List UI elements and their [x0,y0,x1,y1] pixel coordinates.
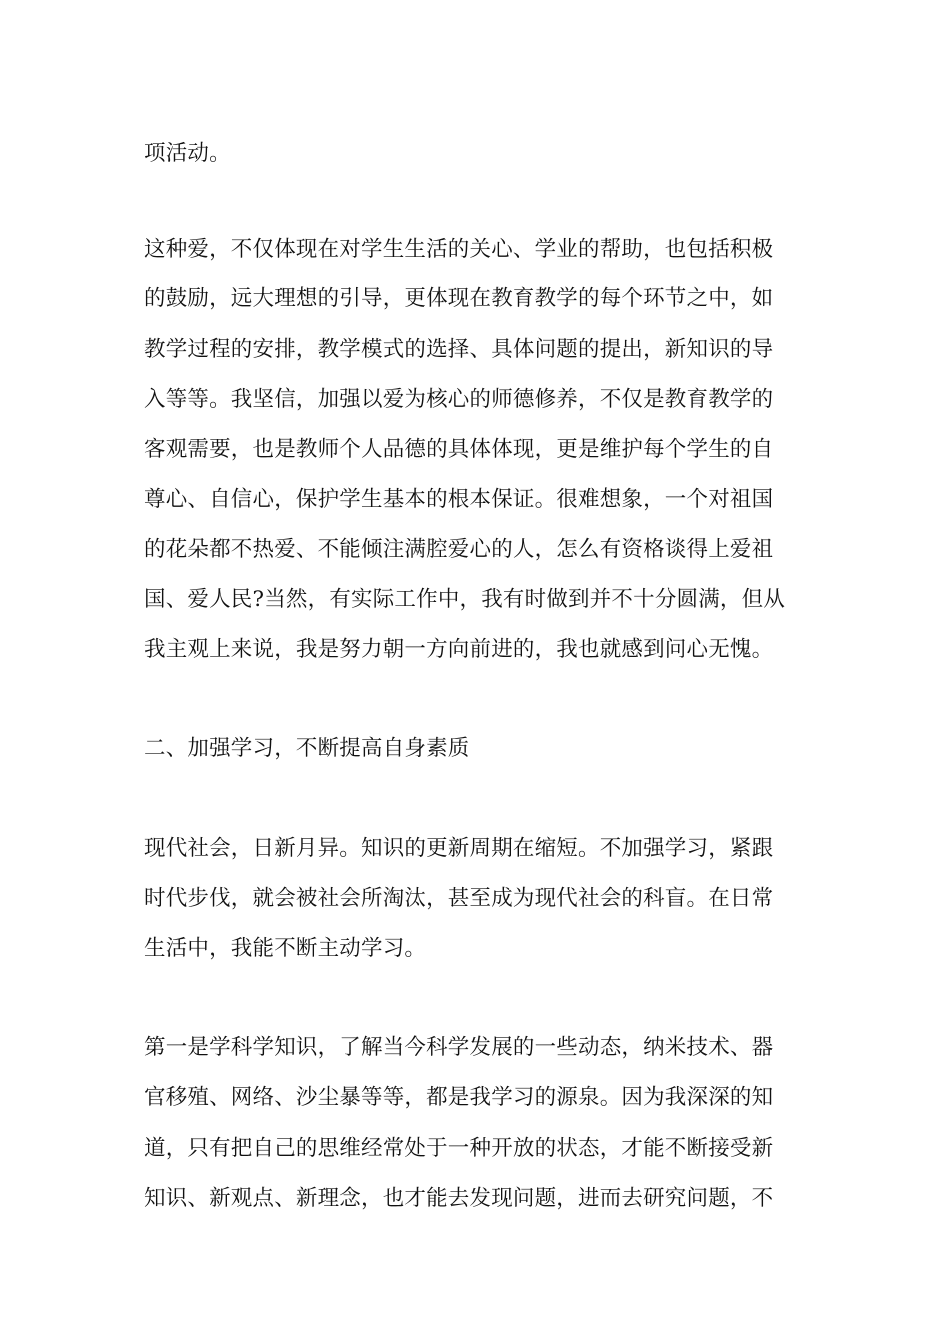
text-line: 的花朵都不热爱、不能倾注满腔爱心的人，怎么有资格谈得上爱祖 [144,537,774,562]
text-line: 知识、新观点、新理念，也才能去发现问题，进而去研究问题，不 [144,1186,774,1211]
text-line: 时代步伐，就会被社会所淘汰，甚至成为现代社会的科盲。在日常 [144,886,774,911]
text-line: 客观需要，也是教师个人品德的具体体现，更是维护每个学生的自 [144,437,774,462]
text-line: 第一是学科学知识，了解当今科学发展的一些动态，纳米技术、器 [144,1035,774,1060]
text-line: 这种爱，不仅体现在对学生生活的关心、学业的帮助，也包括积极 [144,237,774,262]
text-line: 教学过程的安排，教学模式的选择、具体问题的提出，新知识的导 [144,337,774,362]
text-line: 尊心、自信心，保护学生基本的根本保证。很难想象，一个对祖国 [144,487,774,512]
text-line: 入等等。我坚信，加强以爱为核心的师德修养，不仅是教育教学的 [144,387,774,412]
text-line: 生活中，我能不断主动学习。 [144,936,427,961]
text-line: 我主观上来说，我是努力朝一方向前进的，我也就感到问心无愧。 [144,637,774,662]
text-line: 道，只有把自己的思维经常处于一种开放的状态，才能不断接受新 [144,1136,774,1161]
text-line: 现代社会，日新月异。知识的更新周期在缩短。不加强学习，紧跟 [144,836,774,861]
text-line: 项活动。 [144,141,231,166]
text-line: 官移殖、网络、沙尘暴等等，都是我学习的源泉。因为我深深的知 [144,1085,774,1110]
section-heading: 二、加强学习，不断提高自身素质 [144,736,470,761]
text-line: 的鼓励，远大理想的引导，更体现在教育教学的每个环节之中，如 [144,286,774,311]
text-line: 国、爱人民?当然，有实际工作中，我有时做到并不十分圆满，但从 [144,587,786,612]
